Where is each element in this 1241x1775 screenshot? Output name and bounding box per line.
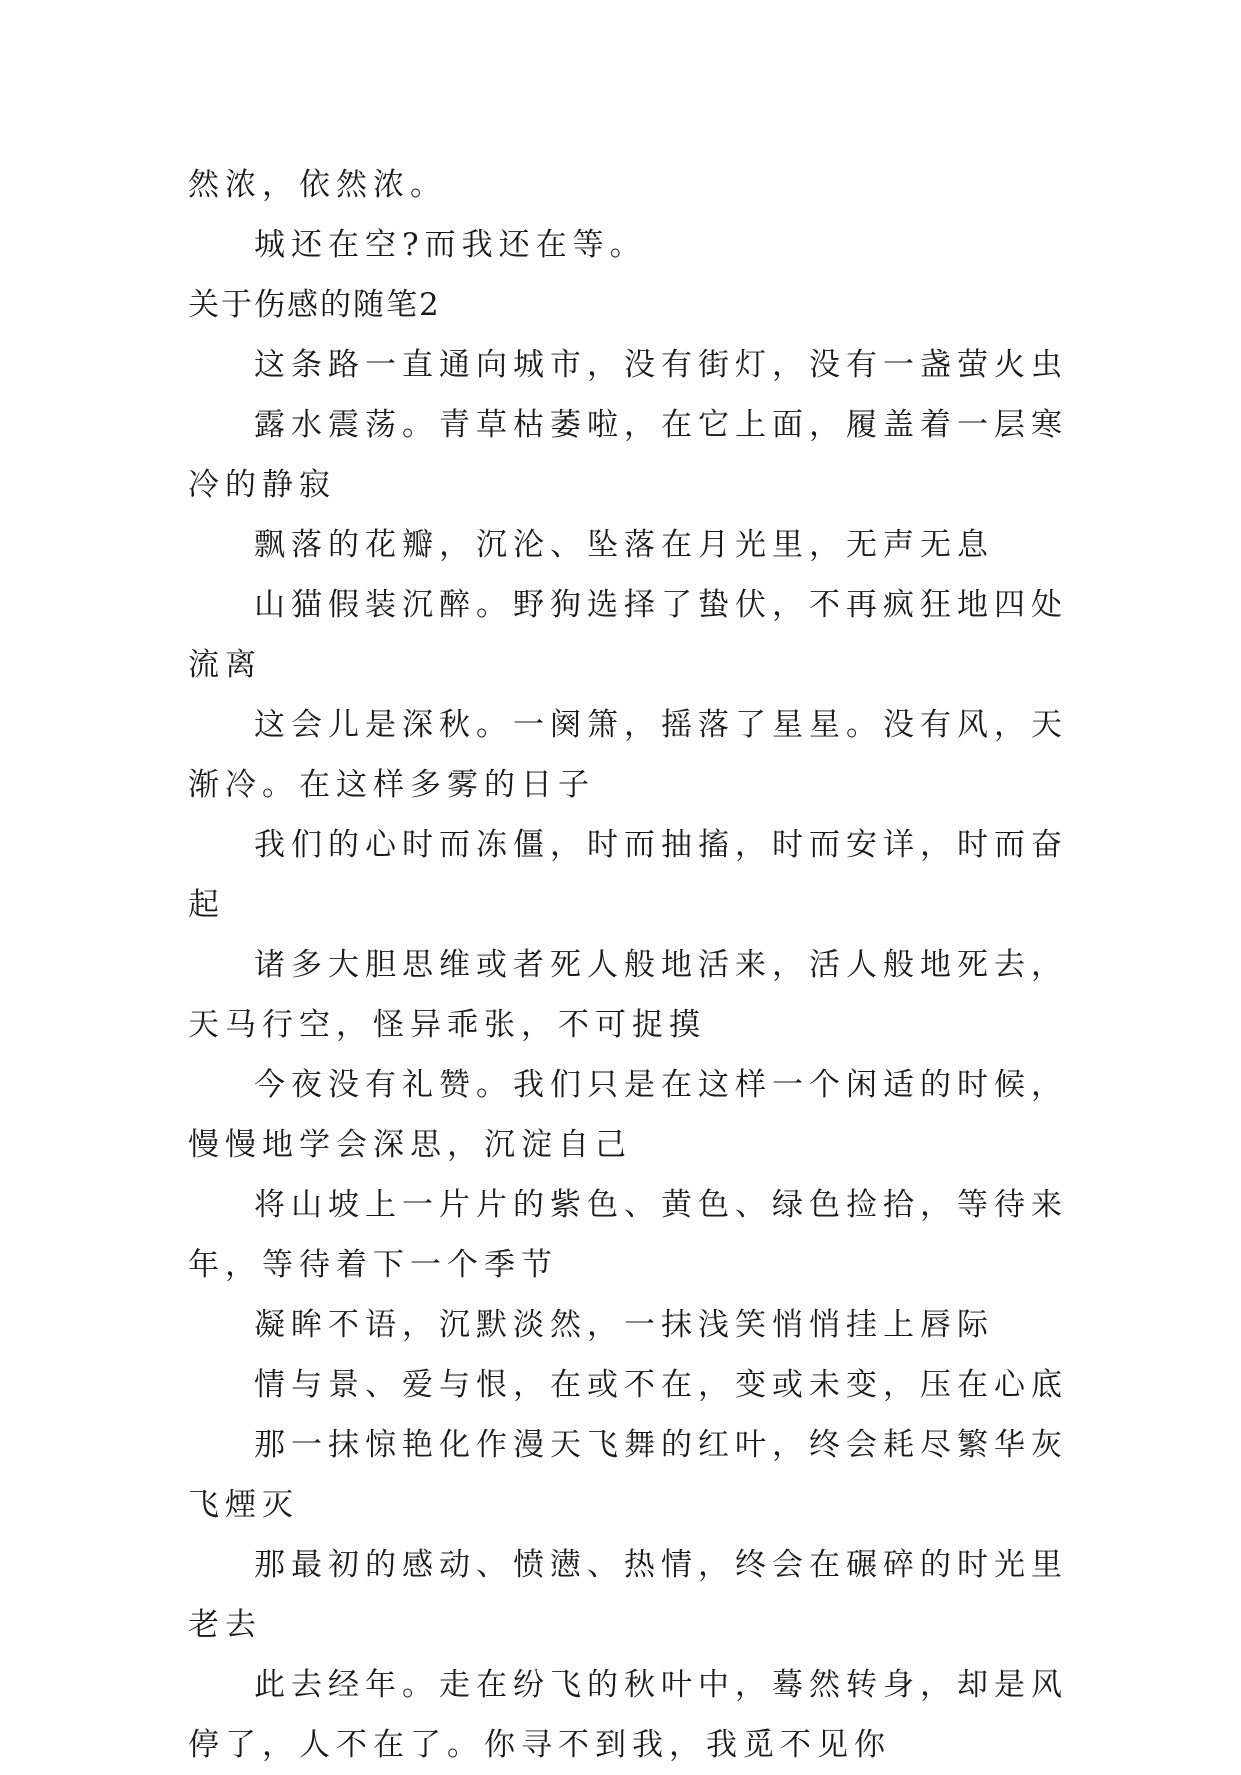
paragraph: 那最初的感动、愤懑、热情，终会在碾碎的时光里老去 — [188, 1547, 1068, 1643]
paragraph: 露水震荡。青草枯萎啦，在它上面，履盖着一层寒冷的静寂 — [188, 407, 1068, 503]
paragraph: 此去经年。走在纷飞的秋叶中，蓦然转身，却是风停了，人不在了。你寻不到我，我觅不见你 — [188, 1667, 1068, 1763]
paragraph: 城还在空?而我还在等。 — [254, 227, 647, 263]
section-heading: 关于伤感的随笔2 — [188, 287, 441, 323]
paragraph: 这条路一直通向城市，没有街灯，没有一盏萤火虫 — [254, 347, 1068, 383]
paragraph: 飘落的花瓣，沉沦、坠落在月光里，无声无息 — [254, 527, 994, 563]
paragraph: 将山坡上一片片的紫色、黄色、绿色捡拾，等待来年，等待着下一个季节 — [188, 1187, 1068, 1283]
paragraph: 然浓，依然浓。 — [188, 167, 447, 203]
paragraph: 今夜没有礼赞。我们只是在这样一个闲适的时候，慢慢地学会深思，沉淀自己 — [188, 1067, 1068, 1163]
document-body — [188, 155, 1068, 1775]
paragraph: 情与景、爱与恨，在或不在，变或未变，压在心底 — [254, 1367, 1068, 1403]
paragraph: 那一抹惊艳化作漫天飞舞的红叶，终会耗尽繁华灰飞煙灭 — [188, 1427, 1068, 1523]
paragraph: 这会儿是深秋。一阕箫，摇落了星星。没有风，天渐冷。在这样多雾的日子 — [188, 707, 1068, 803]
paragraph: 山猫假装沉醉。野狗选择了蛰伏，不再疯狂地四处流离 — [188, 587, 1068, 683]
paragraph: 凝眸不语，沉默淡然，一抹浅笑悄悄挂上唇际 — [254, 1307, 994, 1343]
paragraph: 诸多大胆思维或者死人般地活来，活人般地死去，天马行空，怪异乖张，不可捉摸 — [188, 947, 1068, 1043]
paragraph: 我们的心时而冻僵，时而抽搐，时而安详，时而奋起 — [188, 827, 1068, 923]
